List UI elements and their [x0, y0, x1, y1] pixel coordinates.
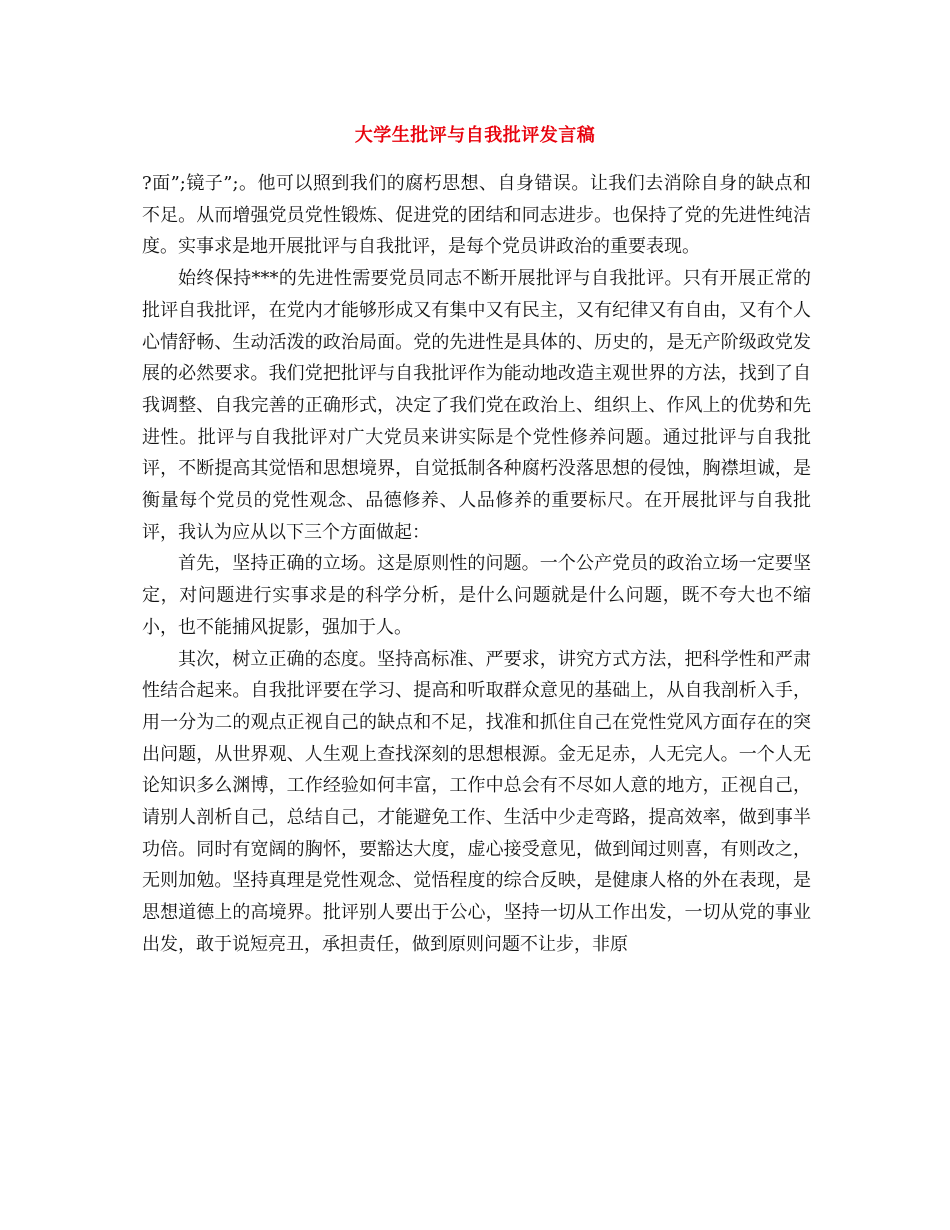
paragraph-continuation: ?面”;镜子”;。他可以照到我们的腐朽思想、自身错误。让我们去消除自身的缺点和不足。从而增强党员党性锻炼、促进党的团结和同志进步。也保持了党的先进性纯洁度。实事求是地开展批评与自我批评，是每个党员讲政治的重要表现。	[142, 173, 811, 258]
document-title: 大学生批评与自我批评发言稿	[354, 125, 596, 146]
paragraph-first-stance: 首先，坚持正确的立场。这是原则性的问题。一个公产党员的政治立场一定要坚定，对问题进行实事求是的科学分析，是什么问题就是什么问题，既不夸大也不缩小，也不能捕风捉影，强加于人。	[142, 553, 811, 638]
paragraph-second-attitude: 其次，树立正确的态度。坚持高标准、严要求，讲究方式方法，把科学性和严肃性结合起来。自我批评要在学习、提高和听取群众意见的基础上，从自我剖析入手，用一分为二的观点正视自己的缺点和不足，找准和抓住自己在党性党风方面存在的突出问题，从世界观、人生观上查找深刻的思想根源。金无足赤，人无完人。一个人无论知识多么渊博，工作经验如何丰富，工作中总会有不尽如人意的地方，正视自己，请别人剖析自己，总结自己，才能避免工作、生活中少走弯路，提高效率，做到事半功倍。同时有宽阔的胸怀，要豁达大度，虚心接受意见，做到闻过则喜，有则改之，无则加勉。坚持真理是党性观念、觉悟程度的综合反映，是健康人格的外在表现，是思想道德上的高境界。批评别人要出于公心，坚持一切从工作出发，一切从党的事业出发，敢于说短亮丑，承担责任，做到原则问题不让步，非原	[142, 648, 811, 955]
document-body	[142, 168, 811, 961]
paragraph-advanced-nature: 始终保持***的先进性需要党员同志不断开展批评与自我批评。只有开展正常的批评自我批评，在党内才能够形成又有集中又有民主，又有纪律又有自由，又有个人心情舒畅、生动活泼的政治局面。党的先进性是具体的、历史的，是无产阶级政党发展的必然要求。我们党把批评与自我批评作为能动地改造主观世界的方法，找到了自我调整、自我完善的正确形式，决定了我们党在政治上、组织上、作风上的优势和先进性。批评与自我批评对广大党员来讲实际是个党性修养问题。通过批评与自我批评，不断提高其觉悟和思想境界，自觉抵制各种腐朽没落思想的侵蚀，胸襟坦诚，是衡量每个党员的党性观念、品德修养、人品修养的重要标尺。在开展批评与自我批评，我认为应从以下三个方面做起：	[142, 268, 811, 543]
